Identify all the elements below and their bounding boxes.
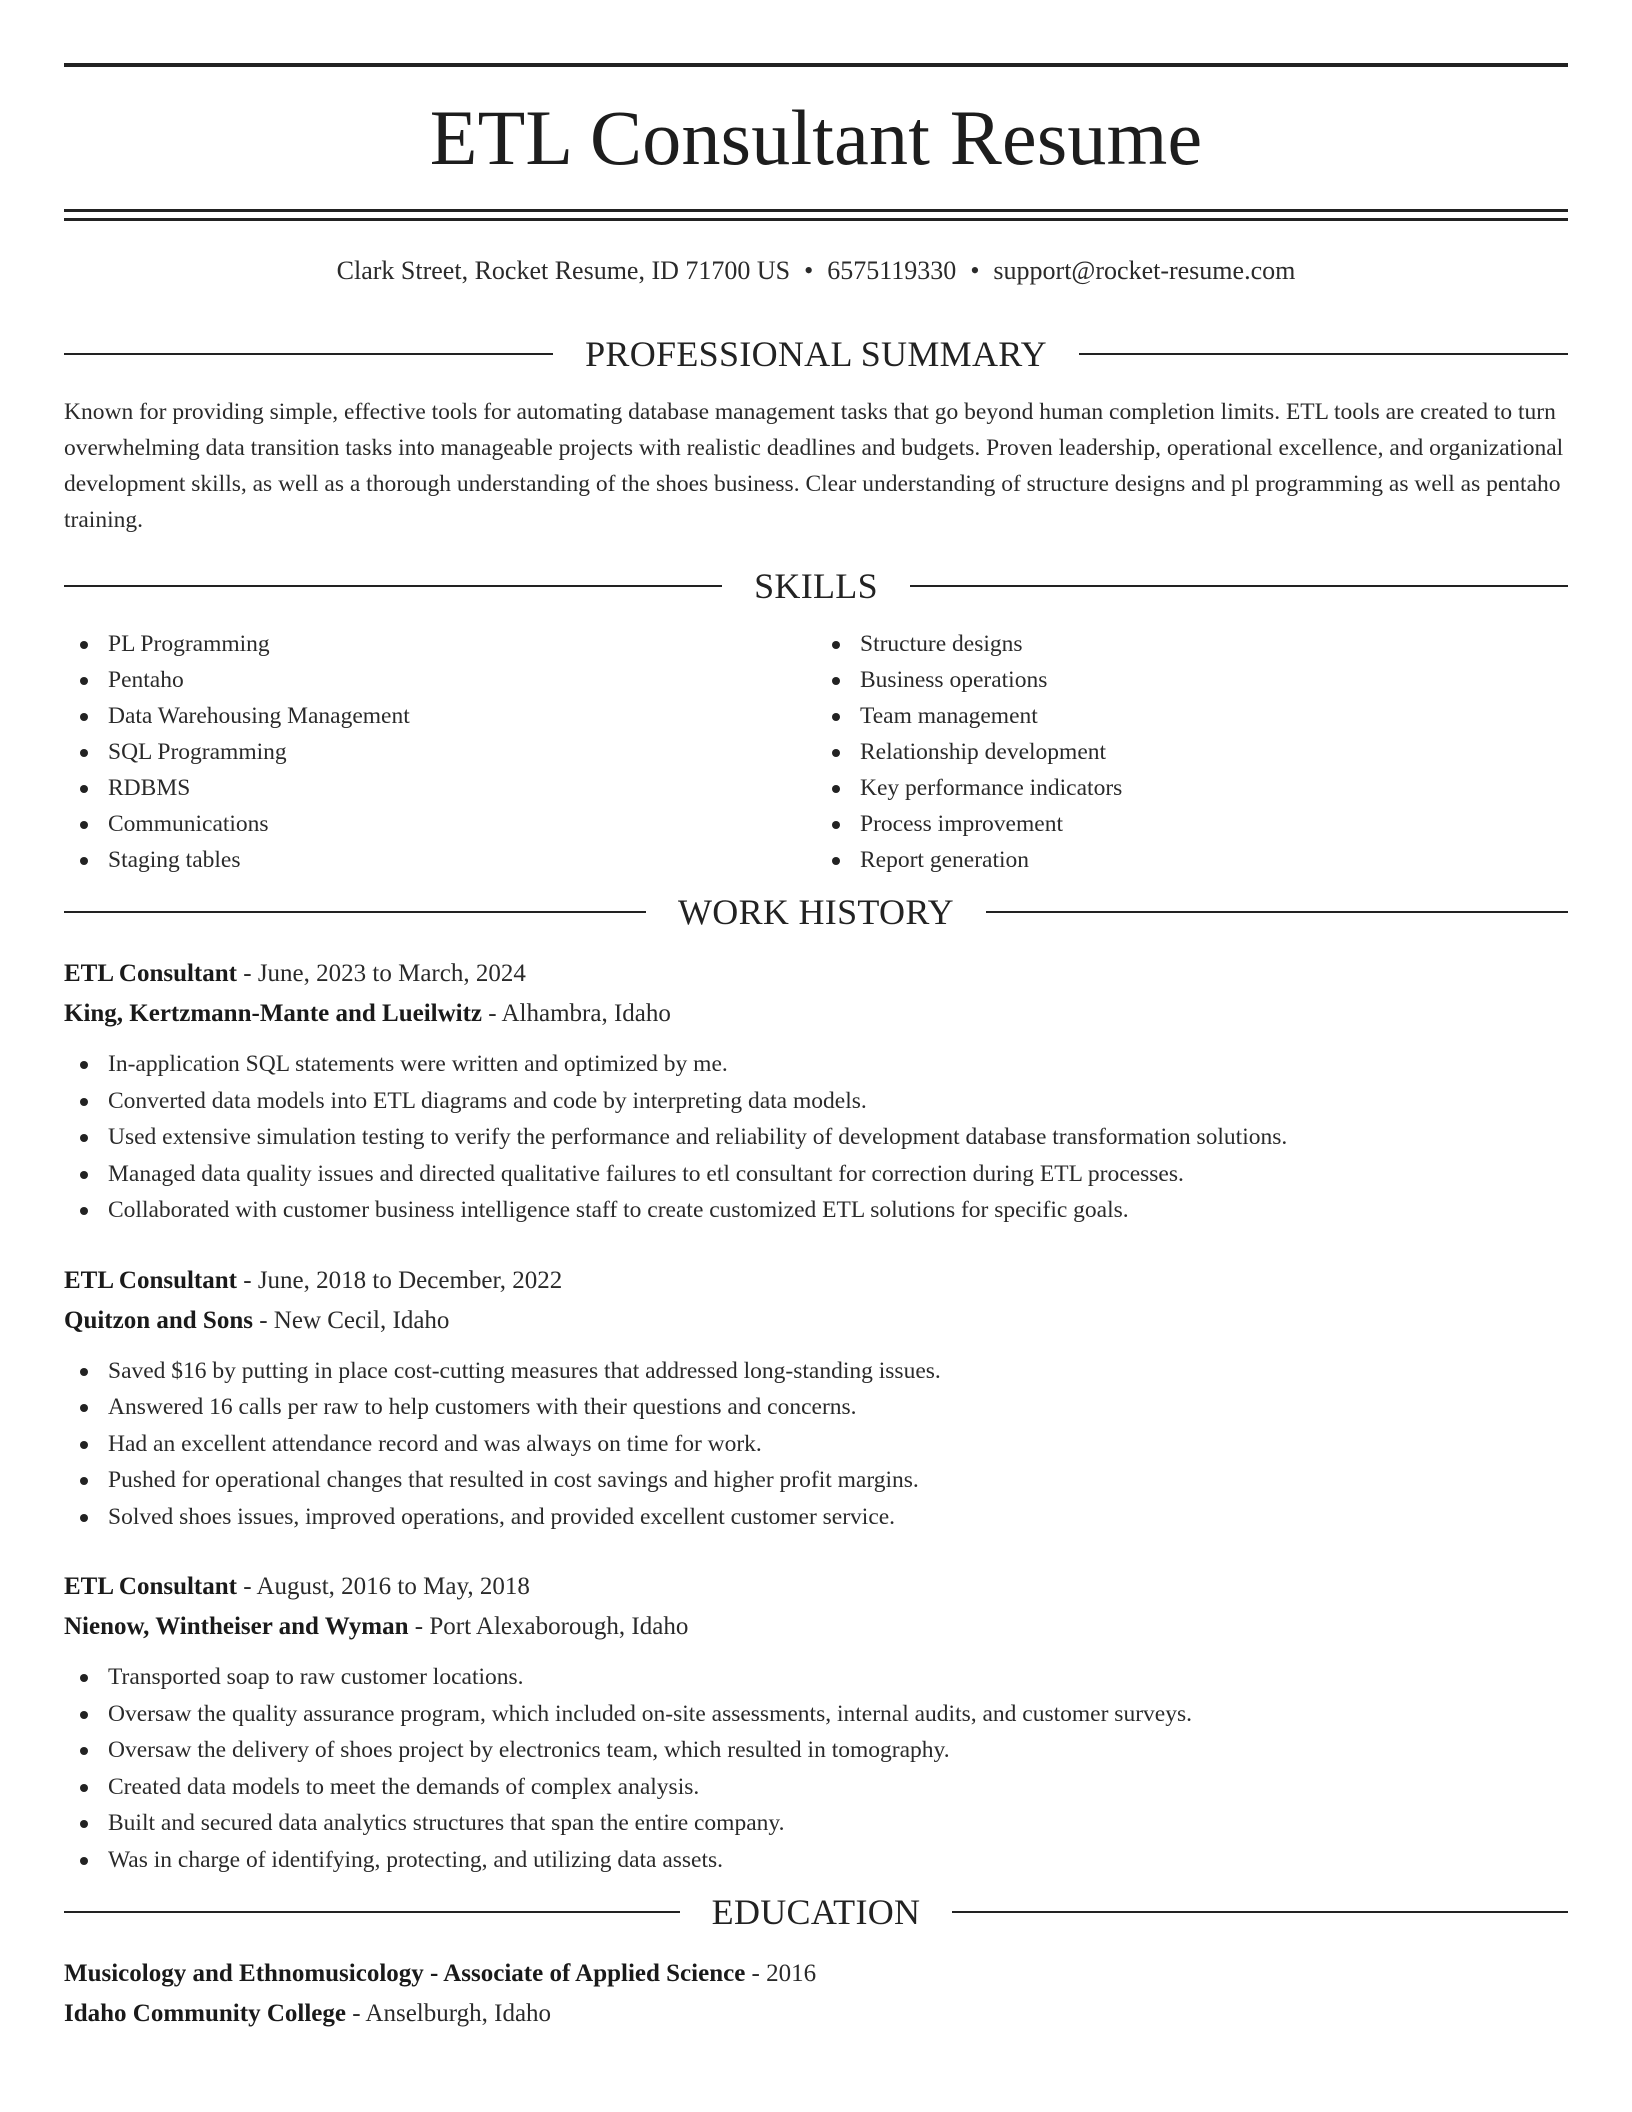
job-title: ETL Consultant [64, 960, 237, 987]
job-company-line [64, 1607, 1568, 1647]
skill-item: Pentaho [64, 662, 816, 698]
job-bullets [64, 1659, 1568, 1878]
heading-rule-right [952, 1911, 1568, 1913]
job-company-line [64, 994, 1568, 1034]
education-year: - 2016 [745, 1960, 817, 1987]
job-bullet: Used extensive simulation testing to verify the performance and reliability of development database transformation solutions. [64, 1119, 1568, 1156]
contact-address: Clark Street, Rocket Resume, ID 71700 US [336, 256, 791, 285]
contact-email: support@rocket-resume.com [993, 256, 1296, 285]
job-company: Nienow, Wintheiser and Wyman [64, 1613, 409, 1640]
skill-item: RDBMS [64, 770, 816, 806]
job-bullets [64, 1353, 1568, 1536]
education-school: Idaho Community College [64, 2000, 346, 2027]
job-entry [64, 1261, 1568, 1536]
job-bullet: Saved $16 by putting in place cost-cutting measures that addressed long-standing issues. [64, 1353, 1568, 1390]
skill-item: Data Warehousing Management [64, 698, 816, 734]
job-title-line [64, 1261, 1568, 1301]
skill-item: Process improvement [816, 806, 1568, 842]
job-bullet: Pushed for operational changes that resulted in cost savings and higher profit margins. [64, 1462, 1568, 1499]
job-spacer [64, 1535, 1568, 1567]
education-heading-label: EDUCATION [711, 1892, 921, 1932]
skill-item: Key performance indicators [816, 770, 1568, 806]
contact-phone: 6575119330 [827, 256, 957, 285]
job-bullet: Oversaw the quality assurance program, which included on-site assessments, internal audits, and customer surveys. [64, 1696, 1568, 1733]
job-bullets [64, 1046, 1568, 1229]
job-title: ETL Consultant [64, 1573, 237, 1600]
job-dates: - June, 2023 to March, 2024 [237, 960, 526, 987]
job-bullet: In-application SQL statements were written and optimized by me. [64, 1046, 1568, 1083]
job-dates: - August, 2016 to May, 2018 [237, 1573, 530, 1600]
summary-text: Known for providing simple, effective tools for automating database management tasks that go beyond human completion limits. ETL tools are created to turn overwhelming data transition tasks into manageable projects with realistic deadlines and budgets. Proven leadership, operational excellence, and organizational development skills, as well as a thorough understanding of the shoes business. Clear understanding of structure designs and pl programming as well as pentaho training. [64, 399, 1564, 533]
job-title-line [64, 954, 1568, 994]
job-bullet: Answered 16 calls per raw to help customers with their questions and concerns. [64, 1389, 1568, 1426]
work-section-heading [64, 890, 1568, 934]
summary-section-heading [64, 332, 1568, 376]
heading-rule-left [64, 353, 553, 355]
heading-rule-right [910, 585, 1568, 587]
job-bullet: Had an excellent attendance record and was always on time for work. [64, 1426, 1568, 1463]
contact-separator: • [804, 256, 814, 285]
skill-item: Staging tables [64, 842, 816, 878]
job-location: - Alhambra, Idaho [482, 1000, 671, 1027]
job-company-line [64, 1301, 1568, 1341]
job-bullet: Was in charge of identifying, protecting, and utilizing data assets. [64, 1842, 1568, 1879]
heading-rule-left [64, 1911, 680, 1913]
job-dates: - June, 2018 to December, 2022 [237, 1266, 563, 1294]
skills-grid [64, 626, 1568, 878]
job-bullet: Managed data quality issues and directed qualitative failures to etl consultant for correction during ETL processes. [64, 1156, 1568, 1193]
skill-item: Relationship development [816, 734, 1568, 770]
job-bullet: Converted data models into ETL diagrams and code by interpreting data models. [64, 1083, 1568, 1120]
education-school-line [64, 1994, 1568, 2034]
job-entry [64, 1567, 1568, 1878]
heading-rule-right [986, 911, 1568, 913]
job-spacer [64, 1229, 1568, 1261]
skills-column-left [64, 626, 816, 878]
education-degree: Musicology and Ethnomusicology - Associate of Applied Science [64, 1960, 746, 1987]
skills-section-heading [64, 564, 1568, 608]
job-title-line [64, 1567, 1568, 1607]
job-entry [64, 954, 1568, 1229]
contact-separator: • [970, 256, 980, 285]
skill-item: SQL Programming [64, 734, 816, 770]
heading-rule-left [64, 585, 722, 587]
job-bullet: Collaborated with customer business intelligence staff to create customized ETL solutions for specific goals. [64, 1192, 1568, 1229]
job-company: King, Kertzmann-Mante and Lueilwitz [64, 1000, 483, 1027]
skills-column-right [816, 626, 1568, 878]
job-bullet: Oversaw the delivery of shoes project by electronics team, which resulted in tomography. [64, 1732, 1568, 1769]
education-entry [64, 1954, 1568, 2034]
skills-heading-label: SKILLS [754, 566, 878, 606]
title-rule-lower [64, 218, 1568, 221]
job-bullet: Transported soap to raw customer locations. [64, 1659, 1568, 1696]
skill-item: Team management [816, 698, 1568, 734]
education-section-heading [64, 1890, 1568, 1934]
job-title: ETL Consultant [64, 1266, 237, 1294]
job-location: - Port Alexaborough, Idaho [408, 1613, 689, 1640]
title-rule-upper [64, 209, 1568, 212]
heading-rule-left [64, 911, 646, 913]
skill-item: Structure designs [816, 626, 1568, 662]
skill-item: Report generation [816, 842, 1568, 878]
education-degree-line [64, 1954, 1568, 1994]
contact-line [64, 255, 1568, 287]
heading-rule-right [1079, 353, 1568, 355]
skill-item: Business operations [816, 662, 1568, 698]
skill-item: PL Programming [64, 626, 816, 662]
skill-item: Communications [64, 806, 816, 842]
job-bullet: Created data models to meet the demands of complex analysis. [64, 1769, 1568, 1806]
job-company: Quitzon and Sons [64, 1306, 253, 1334]
job-location: - New Cecil, Idaho [252, 1306, 450, 1334]
work-heading-label: WORK HISTORY [678, 892, 954, 932]
summary-heading-label: PROFESSIONAL SUMMARY [585, 334, 1047, 374]
education-location: - Anselburgh, Idaho [345, 2000, 552, 2027]
job-bullet: Solved shoes issues, improved operations, and provided excellent customer service. [64, 1499, 1568, 1536]
job-bullet: Built and secured data analytics structures that span the entire company. [64, 1805, 1568, 1842]
skills-list-left [64, 626, 816, 878]
skills-list-right [816, 626, 1568, 878]
resume-title: ETL Consultant Resume [429, 94, 1203, 181]
